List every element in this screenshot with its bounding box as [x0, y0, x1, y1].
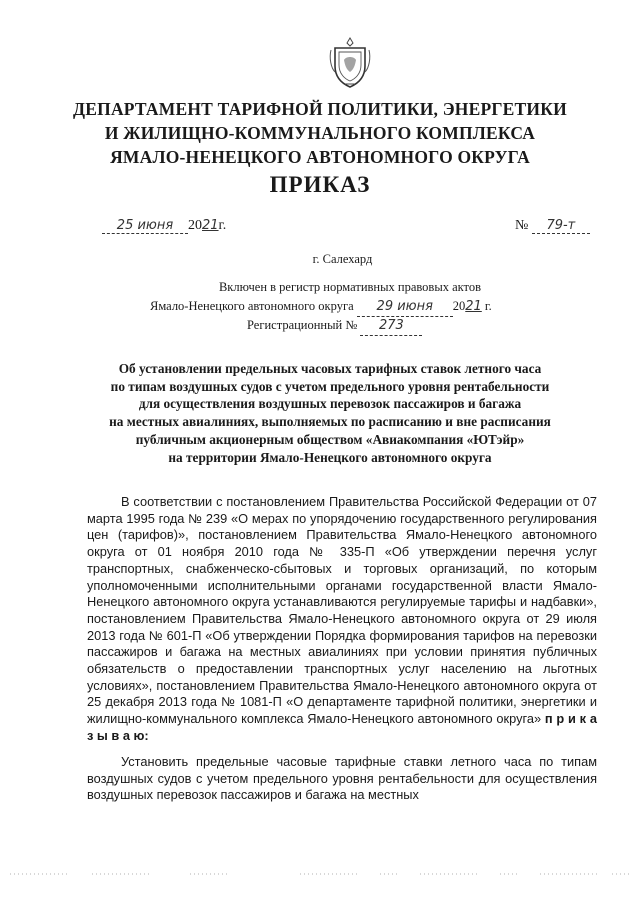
department-name-line-3: ЯМАЛО-НЕНЕЦКОГО АВТОНОМНОГО ОКРУГА	[110, 147, 530, 167]
order-date-year-suffix: 21	[202, 218, 219, 233]
order-date	[102, 218, 226, 234]
registry-date-handwritten: 29 июня	[357, 298, 453, 317]
order-number-label: №	[515, 218, 529, 233]
order-number-value: 79-т	[532, 218, 590, 234]
order-date-g: г.	[218, 218, 227, 233]
title-line: для осуществления воздушных перевозок пассажиров и багажа	[138, 396, 522, 412]
body-paragraph-1	[87, 494, 597, 745]
registry-g: г.	[484, 299, 492, 313]
document-type: ПРИКАЗ	[269, 172, 371, 197]
registry-number-label: Регистрационный №	[247, 318, 358, 332]
registry-region: Ямало-Ненецкого автономного округа	[150, 299, 354, 313]
registry-line-1: Включен в регистр нормативных правовых актов	[218, 280, 482, 294]
registry-line-2	[150, 297, 550, 317]
prikazyvayu: п р и к а з ы в а ю:	[87, 711, 597, 743]
title-line: на территории Ямало-Ненецкого автономного округа	[168, 449, 492, 465]
registry-number-value: 273	[360, 317, 422, 336]
body-paragraph-2: Установить предельные часовые тарифные ставки летного часа по типам воздушных судов с учетом предельного уровня рентабельности для осуществления воздушных перевозок пассажиров и багажа на местных	[87, 754, 597, 803]
order-number	[515, 218, 590, 234]
registry-year-prefix: 20	[452, 299, 466, 313]
order-date-year-prefix: 20	[188, 218, 202, 233]
title-line: на местных авиалиниях, выполняемых по расписанию и вне расписания	[109, 414, 551, 430]
title-line: публичным акционерным обществом «Авиакомпания «ЮТэйр»	[135, 431, 525, 447]
department-name-line-2: И ЖИЛИЩНО-КОММУНАЛЬНОГО КОМПЛЕКСА	[104, 123, 536, 143]
title-line: по типам воздушных судов с учетом предельного уровня рентабельности	[110, 378, 550, 394]
scan-edge-dots	[0, 870, 640, 878]
paragraph-1-text: В соответствии с постановлением Правительства Российской Федерации от 07 марта 1995 года № 239 «О мерах по упорядочению государственного регулирования цен (тарифов)», постановлением Правительства Ямало-Ненецкого автономного округа от 01 ноября 2010 года № 335-П «Об утверждении перечня услуг транспортных, снабженческо-сбытовых и торговых организаций, по которым уполномоченными исполнительными органами государственной власти Ямало-Ненецкого автономного округа устанавливаются регулируемые тарифы и надбавки», постановлением Правительства Ямало-Ненецкого автономного округа от 29 июля 2013 года № 601-П «Об утверждении Порядка формирования тарифов на перевозки пассажиров и багажа на местных авиалиниях при условии принятия публичных обязательств о предоставлении транспортных услуг населению на льготных условиях», постановлением Правительства Ямало-Ненецкого автономного округа от 25 декабря 2013 года № 1081-П «О департаменте тарифной политики, энергетики и жилищно-коммунального комплекса Ямало-Ненецкого автономного округа»	[87, 494, 597, 727]
department-name-line-1: ДЕПАРТАМЕНТ ТАРИФНОЙ ПОЛИТИКИ, ЭНЕРГЕТИКИ	[73, 99, 567, 119]
title-line: Об установлении предельных часовых тарифных ставок летного часа	[118, 361, 542, 376]
order-date-handwritten: 25 июня	[102, 218, 188, 234]
city: г. Салехард	[312, 252, 373, 266]
registry-line-3	[247, 316, 422, 336]
coat-of-arms-emblem	[327, 36, 373, 90]
registry-year-suffix: 21	[465, 299, 482, 314]
document-title	[60, 360, 600, 466]
